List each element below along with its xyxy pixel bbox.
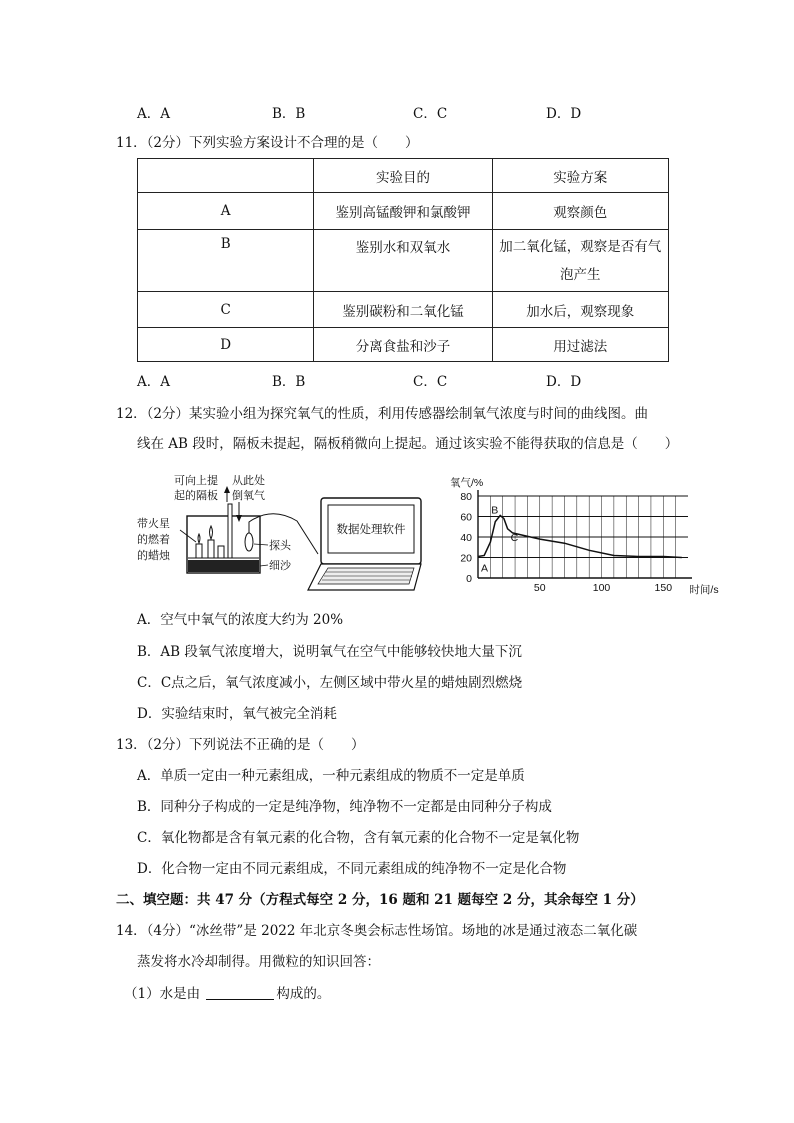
table-cell-purpose: 鉴别碳粉和二氧化锰 xyxy=(314,292,492,328)
q11-option-d[interactable]: D．D xyxy=(546,374,582,390)
q10-option-a[interactable]: A．A xyxy=(137,106,170,122)
label-candle-2: 的燃着 xyxy=(137,534,170,546)
plan-line: 泡产生 xyxy=(560,266,601,283)
point-label-a: A xyxy=(481,562,489,575)
answer-blank[interactable] xyxy=(206,985,274,1000)
q14-stem-line: 14．（4分）“冰丝带”是 2022 年北京冬奥会标志性场馆。场地的冰是通过液态二氧化碳 xyxy=(116,923,638,939)
y-tick-label: 60 xyxy=(460,511,472,524)
section-title: 二、填空题：共 47 分（方程式每空 2 分，16 题和 21 题每空 2 分，其余每空 1 分） xyxy=(116,892,644,908)
q14-stem-line: 蒸发将水冷却制得。用微粒的知识回答： xyxy=(137,954,380,970)
table-row xyxy=(138,328,669,362)
q12-figure xyxy=(132,466,719,596)
laptop-screen-text: 数据处理软件 xyxy=(336,524,406,536)
table-row xyxy=(138,230,669,292)
table-cell-plan: 加水后，观察现象 xyxy=(492,292,668,328)
table-cell-plan xyxy=(492,230,668,292)
q14-sub1-before: （1）水是由 xyxy=(124,986,205,1002)
table-header-cell: 实验目的 xyxy=(314,159,492,193)
q14-sub1-after: 构成的。 xyxy=(276,986,331,1002)
point-label-c: C xyxy=(510,531,519,544)
label-pour-2: 倒氧气 xyxy=(232,490,265,502)
q11-option-a[interactable]: A．A xyxy=(137,374,170,390)
plan-line: 加二氧化锰，观察是否有气 xyxy=(499,238,662,255)
q13-option-a[interactable]: A．单质一定由一种元素组成，一种元素组成的物质不一定是单质 xyxy=(137,768,525,784)
table-header-cell: 实验方案 xyxy=(492,159,668,193)
table-row xyxy=(138,292,669,328)
q11-stem: 11．（2分）下列实验方案设计不合理的是（ ） xyxy=(116,135,419,151)
table-cell-purpose: 鉴别水和双氧水 xyxy=(314,230,492,292)
q12-option-b[interactable]: B．AB 段氧气浓度增大，说明氧气在空气中能够较快地大量下沉 xyxy=(137,644,522,660)
q13-stem: 13．（2分）下列说法不正确的是（ ） xyxy=(116,737,365,753)
q14-subquestion-1 xyxy=(124,984,330,1004)
x-tick-label: 50 xyxy=(533,582,546,594)
y-tick-label: 0 xyxy=(466,573,472,585)
table-cell-key: B xyxy=(138,230,314,292)
apparatus-diagram xyxy=(132,466,432,596)
label-up-1: 可向上提 xyxy=(174,475,218,487)
x-tick-label: 100 xyxy=(592,582,611,594)
label-probe: 探头 xyxy=(269,540,291,552)
table-header-cell xyxy=(138,159,314,193)
table-cell-key: C xyxy=(138,292,314,328)
label-sand: 细沙 xyxy=(269,560,291,572)
y-tick-label: 20 xyxy=(460,552,472,565)
q12-stem-line: 12．（2分）某实验小组为探究氧气的性质，利用传感器绘制氧气浓度与时间的曲线图。曲 xyxy=(116,406,649,422)
table-cell-purpose: 分离食盐和沙子 xyxy=(314,328,492,362)
q12-stem-line: 线在 AB 段时，隔板未提起，隔板稍微向上提起。通过该实验不能得获取的信息是（ ） xyxy=(137,436,679,452)
label-pour-1: 从此处 xyxy=(232,475,265,487)
table-cell-key: D xyxy=(138,328,314,362)
q10-option-b[interactable]: B．B xyxy=(272,106,306,122)
q12-option-a[interactable]: A．空气中氧气的浓度大约为 20% xyxy=(137,612,344,628)
point-label-b: B xyxy=(491,504,499,517)
y-axis-label: 氧气/% xyxy=(450,477,484,489)
label-up-2: 起的隔板 xyxy=(174,490,218,502)
q13-option-d[interactable]: D．化合物一定由不同元素组成，不同元素组成的纯净物不一定是化合物 xyxy=(137,861,567,877)
q10-options xyxy=(137,102,657,122)
table-header-row xyxy=(138,159,669,193)
y-tick-label: 80 xyxy=(460,491,472,503)
table-cell-plan: 用过滤法 xyxy=(492,328,668,362)
table-cell-purpose: 鉴别高锰酸钾和氯酸钾 xyxy=(314,193,492,230)
x-axis-label: 时间/s xyxy=(689,584,719,596)
q13-option-b[interactable]: B．同种分子构成的一定是纯净物，纯净物不一定都是由同种分子构成 xyxy=(137,799,552,815)
q12-option-d[interactable]: D．实验结束时，氧气被完全消耗 xyxy=(137,706,337,722)
q11-option-b[interactable]: B．B xyxy=(272,374,306,390)
y-tick-label: 40 xyxy=(460,532,472,544)
x-tick-label: 150 xyxy=(654,582,673,594)
q11-options xyxy=(137,370,657,390)
laptop-icon xyxy=(308,498,421,590)
table-cell-key: A xyxy=(138,193,314,230)
table-row xyxy=(138,193,669,230)
q13-option-c[interactable]: C．氧化物都是含有氧元素的化合物，含有氧元素的化合物不一定是氧化物 xyxy=(137,830,580,846)
q11-option-c[interactable]: C．C xyxy=(413,374,448,390)
oxygen-chart xyxy=(438,466,719,596)
q10-option-d[interactable]: D．D xyxy=(546,106,582,122)
q10-option-c[interactable]: C．C xyxy=(413,106,448,122)
q11-plan-table xyxy=(137,158,669,362)
label-candle-3: 的蜡烛 xyxy=(137,550,170,562)
table-cell-plan: 观察颜色 xyxy=(492,193,668,230)
q12-option-c[interactable]: C．C点之后，氧气浓度减小，左侧区域中带火星的蜡烛剧烈燃烧 xyxy=(137,675,523,691)
label-candle-1: 带火星 xyxy=(137,518,170,530)
